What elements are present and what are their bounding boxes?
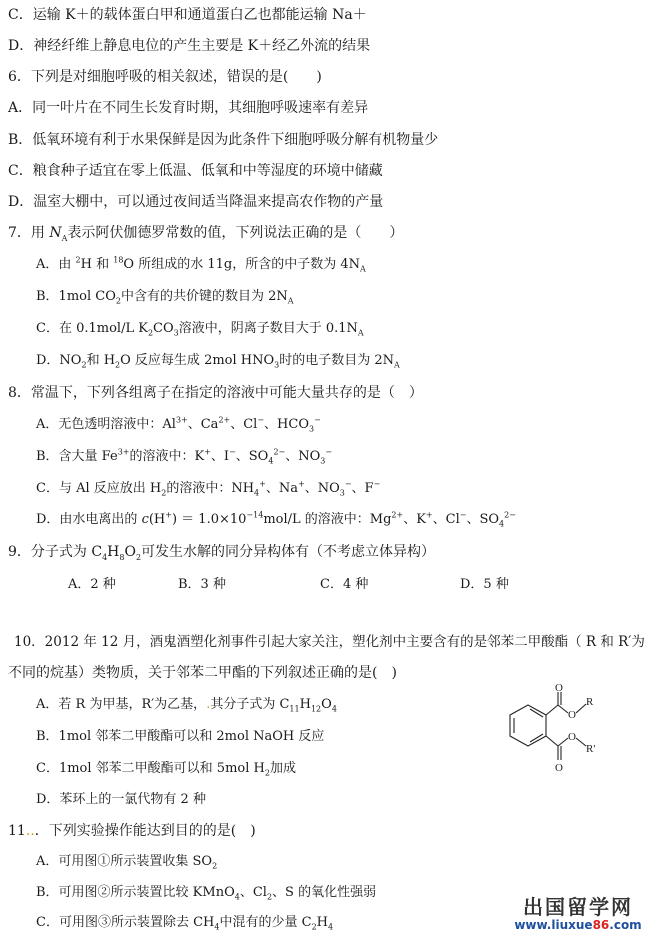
q5-option-d: D．神经纤维上静息电位的产生主要是 K＋经乙外流的结果 — [8, 38, 371, 54]
q7-option-c: C．在 0.1mol/L $K_2CO_3$溶液中，阴离子数目大于 $0.1N_A$ — [36, 321, 364, 338]
q10-option-a: A．若 R 为甲基，R′为乙基，.其分子式为 $C_{11}H_{12}O_4$ — [36, 697, 337, 714]
r-group: R — [586, 696, 594, 708]
q9-option-c: C．4 种 — [320, 577, 369, 592]
q7-option-b: B．1mol $CO_2$中含有的共价键的数目为 $2N_A$ — [36, 289, 294, 306]
q10-option-c: C．1mol 邻苯二甲酸酯可以和 5mol $H_2$加成 — [36, 761, 296, 778]
q10-option-b: B．1mol 邻苯二甲酸酯可以和 2mol NaOH 反应 — [36, 729, 325, 744]
q7-option-d: D．$NO_2$和 $H_2O$ 反应每生成 2mol $HNO_3$时的电子数目为 $2N_A$ — [36, 353, 400, 370]
q9-option-a: A．2 种 — [68, 577, 116, 592]
q7-stem: 7．用 $N_A$表示阿伏伽德罗常数的值，下列说法正确的是（ ） — [8, 225, 404, 243]
q6-stem: 6．下列是对细胞呼吸的相关叙述，错误的是( ) — [8, 69, 322, 85]
q7-option-a: A．由 $^2$H 和 $^{18}$O 所组成的水 11g，所含的中子数为 $4N_A$ — [36, 255, 366, 274]
q8-option-b: B．含大量 $Fe^{3+}$的溶液中：K+、I−、$SO_4^{2-}$、$NO_3^-$ — [36, 447, 333, 466]
q11-stem: 11..．下列实验操作能达到目的的是( ) — [8, 823, 256, 839]
watermark-url: www.liuxue86.com — [514, 918, 642, 932]
q11-option-a: A．可用图①所示装置收集 $SO_2$ — [36, 854, 218, 871]
q10-stem-line2: 不同的烷基）类物质，关于邻苯二甲酯的下列叙述正确的是( ) — [8, 665, 397, 681]
q8-option-a: A．无色透明溶液中：$Al^{3+}$、$Ca^{2+}$、Cl−、$HCO_3^-$ — [36, 415, 321, 434]
q6-option-a: A．同一叶片在不同生长发育时期，其细胞呼吸速率有差异 — [8, 100, 369, 116]
q6-option-b: B．低氧环境有利于水果保鲜是因为此条件下细胞呼吸分解有机物量少 — [8, 132, 439, 148]
q8-option-c: C．与 Al 反应放出 $H_2$的溶液中：$NH_4^+$、Na+、$NO_3^-$、F− — [36, 479, 381, 498]
r-prime-group: R' — [586, 743, 596, 755]
q10-option-d: D．苯环上的一氯代物有 2 种 — [36, 792, 206, 807]
q8-stem: 8．常温下，下列各组离子在指定的溶液中可能大量共存的是（ ） — [8, 385, 423, 401]
q9-option-b: B．3 种 — [178, 577, 226, 592]
carbonyl-o-top: O — [555, 682, 563, 694]
q5-option-c: C．运输 K＋的载体蛋白甲和通道蛋白乙也都能运输 Na＋ — [8, 7, 367, 23]
q6-option-c: C．粮食种子适宜在零上低温、低氧和中等湿度的环境中储藏 — [8, 163, 383, 179]
q11-option-b: B．可用图②所示装置比较 KMnO$_4$、$Cl_2$、S 的氧化性强弱 — [36, 885, 377, 902]
carbonyl-o-bottom: O — [555, 762, 563, 774]
ester-o-2: O — [568, 731, 576, 743]
q8-option-d: D．由水电离出的 $c(H^+) = 1.0\times 10^{-14}mol/L$ 的溶液中：$Mg^{2+}$、K+、Cl−、$SO_4^{2-}$ — [36, 510, 516, 529]
phthalate-structure-diagram — [480, 680, 620, 780]
site-watermark — [503, 896, 653, 932]
watermark-site-name: 出国留学网 — [523, 895, 633, 919]
q6-option-d: D．温室大棚中，可以通过夜间适当降温来提高农作物的产量 — [8, 194, 384, 210]
ester-o-1: O — [568, 709, 576, 721]
q9-option-d: D．5 种 — [460, 577, 509, 592]
q10-stem-line1: 10．2012 年 12 月，酒鬼酒塑化剂事件引起大家关注，塑化剂中主要含有的是邻苯二甲酸酯（ R 和 R′为 — [14, 634, 645, 650]
q9-stem: 9．分子式为 $C_4H_8O_2$可发生水解的同分异构体有（不考虑立体异构） — [8, 544, 436, 562]
q11-option-c: C．可用图③所示装置除去 $CH_4$中混有的少量 $C_2H_4$ — [36, 915, 334, 932]
